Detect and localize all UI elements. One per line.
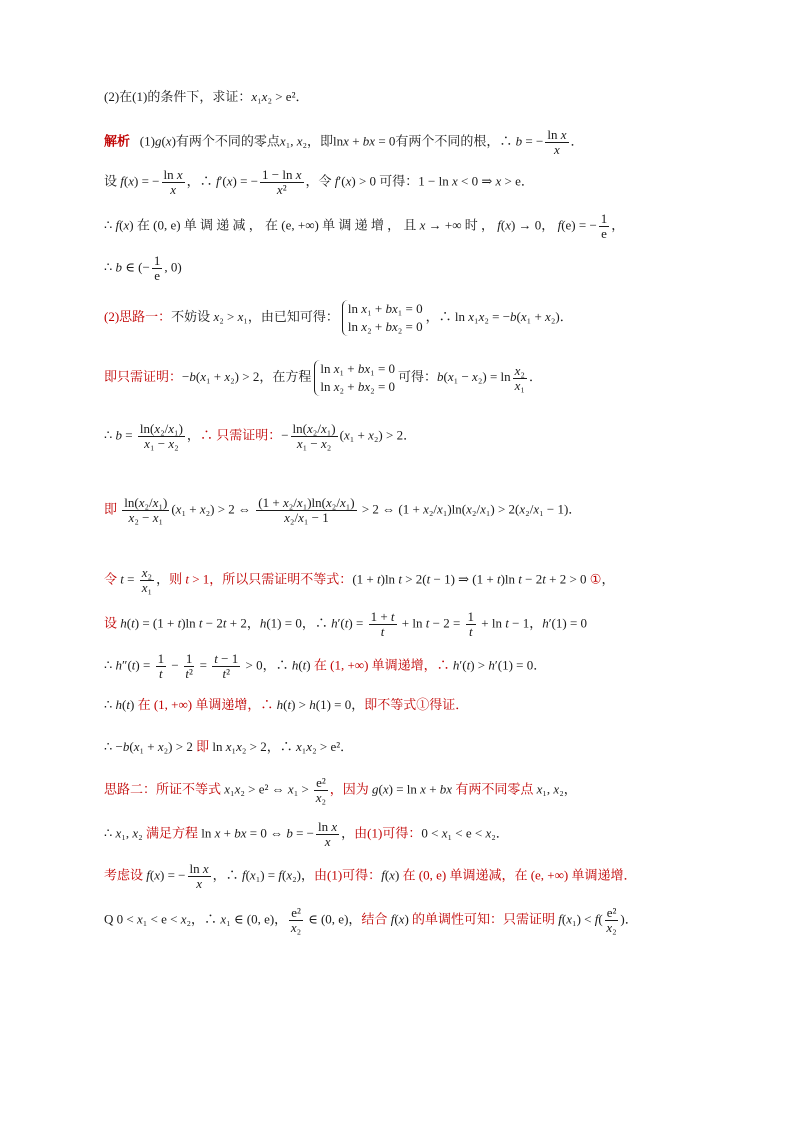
solution-part2-line5: 令 t = $\frac{\text{x₂}}{\text{x₁}}$ ，则 t > 1，所以只需证明不等式：(1 + t)ln t > 2(t − 1) ⇒ (1 + t)ln t − 2t + 2 > 0 ①， — [104, 565, 615, 595]
solution-part2-idea2-line3: 考虑设 f(x) = − $\frac{\text{ln x}}{x}$ ，∴ f(x₁) = f(x₂)，由(1)可得：f(x) 在 (0, e) 单调递减，在 (e, +∞) 单调递增． — [104, 861, 637, 891]
solution-part2-line8: ∴ h(t) 在 (1, +∞) 单调递增，∴ h(t) > h(1) = 0，即不等式①得证． — [104, 697, 469, 712]
jiexi-label: 解析 — [104, 133, 131, 149]
solution-part1-line2: 设 f(x) = − $\frac{\text{ln x}}{x}$ ，∴ f′(x) = − $\frac{\text{1 − ln x}}{\text{x²}}$ ，令 f′(x) > 0 可得：1 − ln x < 0 ⇒ x > e． — [104, 167, 534, 197]
solution-part2-idea2-line2: ∴ x₁, x₂ 满足方程 ln x + bx = 0 ⇔ b = − $\frac{\text{ln x}}{x}$ ，由(1)可得：0 < x₁ < e < x₂． — [104, 819, 509, 849]
solution-part2-line9: ∴ −b(x₁ + x₂) > 2 即 ln x₁x₂ > 2，∴ x₁x₂ > e²． — [104, 739, 354, 754]
solution-part2-line3: ∴ b = $\frac{\text{ln(x₂/x₁)}}{\text{x₁ − x₂}}$ ，∴ 只需证明：− $\frac{\text{ln(x₂/x₁)}}{\text{x₁ − x₂}}$ (x₁ + x₂) > 2． — [104, 421, 417, 451]
question-2: (2)在(1)的条件下，求证：x₁x₂ > e²． — [104, 89, 309, 104]
solution-part2-idea2-line4: Q 0 < x₁ < e < x₂，∴ x₁ ∈ (0, e)， $\frac{\text{e²}}{\text{x₂}}$ ∈ (0, e)，结合 f(x) 的单调性可知：只需证明 f(x₁) < f( $\frac{\text{e²}}{\text{x₂}}$ )． — [104, 905, 638, 935]
solution-part2-idea2-line1: 思路二：所证不等式 x₁x₂ > e² ⇔ x₁ > $\frac{\text{e²}}{\text{x₂}}$ ，因为 g(x) = ln x + bx 有两不同零点 x₁, x₂， — [104, 775, 577, 805]
solution-part1-line1: 解析 (1)g(x)有两个不同的零点x₁, x₂，即lnx + bx = 0有两个不同的根，∴ b = − $\frac{\text{ln x}}{x}$ ． — [104, 127, 584, 157]
solution-part2-line1: (2)思路一：不妨设 x₂ > x₁，由已知可得： ln x₁ + bx₁ = 0 ln x₂ + bx₂ = 0 ，∴ ln x₁x₂ = −b(x₁ + x₂)． — [104, 301, 573, 334]
solution-part1-line4: ∴ b ∈ (− $\frac{1}{e}$ , 0) — [104, 253, 182, 283]
solution-part2-line2: 即只需证明：−b(x₁ + x₂) > 2，在方程 ln x₁ + bx₁ = 0 ln x₂ + bx₂ = 0 可得：b(x₁ − x₂) = ln $\frac{\text{x₂}}{\text{x₁}}$ ． — [104, 361, 542, 394]
solution-part2-line6: 设 h(t) = (1 + t)ln t − 2t + 2，h(1) = 0，∴ h′(t) = $\frac{1 + t}{t}$ + ln t − 2 = $\frac{1}{t}$ + ln t − 1，h′(1) = 0 — [104, 609, 588, 639]
solution-part1-line3: ∴ f(x) 在 (0, e) 单 调 递 减 ， 在 (e, +∞) 单 调 递 增 ， 且 x → +∞ 时 ， f(x) → 0， f(e) = − $\frac{1}{e}$ ， — [104, 211, 625, 241]
solution-part2-line7: ∴ h″(t) = $\frac{1}{t}$ − $\frac{1}{\text{t²}}$ = $\frac{t - 1}{\text{t²}}$ > 0，∴ h(t) 在 (1, +∞) 单调递增，∴ h′(t) > h′(1) = 0． — [104, 651, 547, 681]
solution-part2-line4: 即 $\frac{\text{ln(x₂/x₁)}}{\text{x₂ − x₁}}$ (x₁ + x₂) > 2 ⇔ $\frac{\text{(1 + x₂/x₁)ln(x₂/x₁)}}{\text{x₂/x₁ − 1}}$ > 2 ⇔ (1 + x₂/x₁)ln(x₂/x₁) > 2(x₂/x₁ − 1)． — [104, 495, 582, 525]
